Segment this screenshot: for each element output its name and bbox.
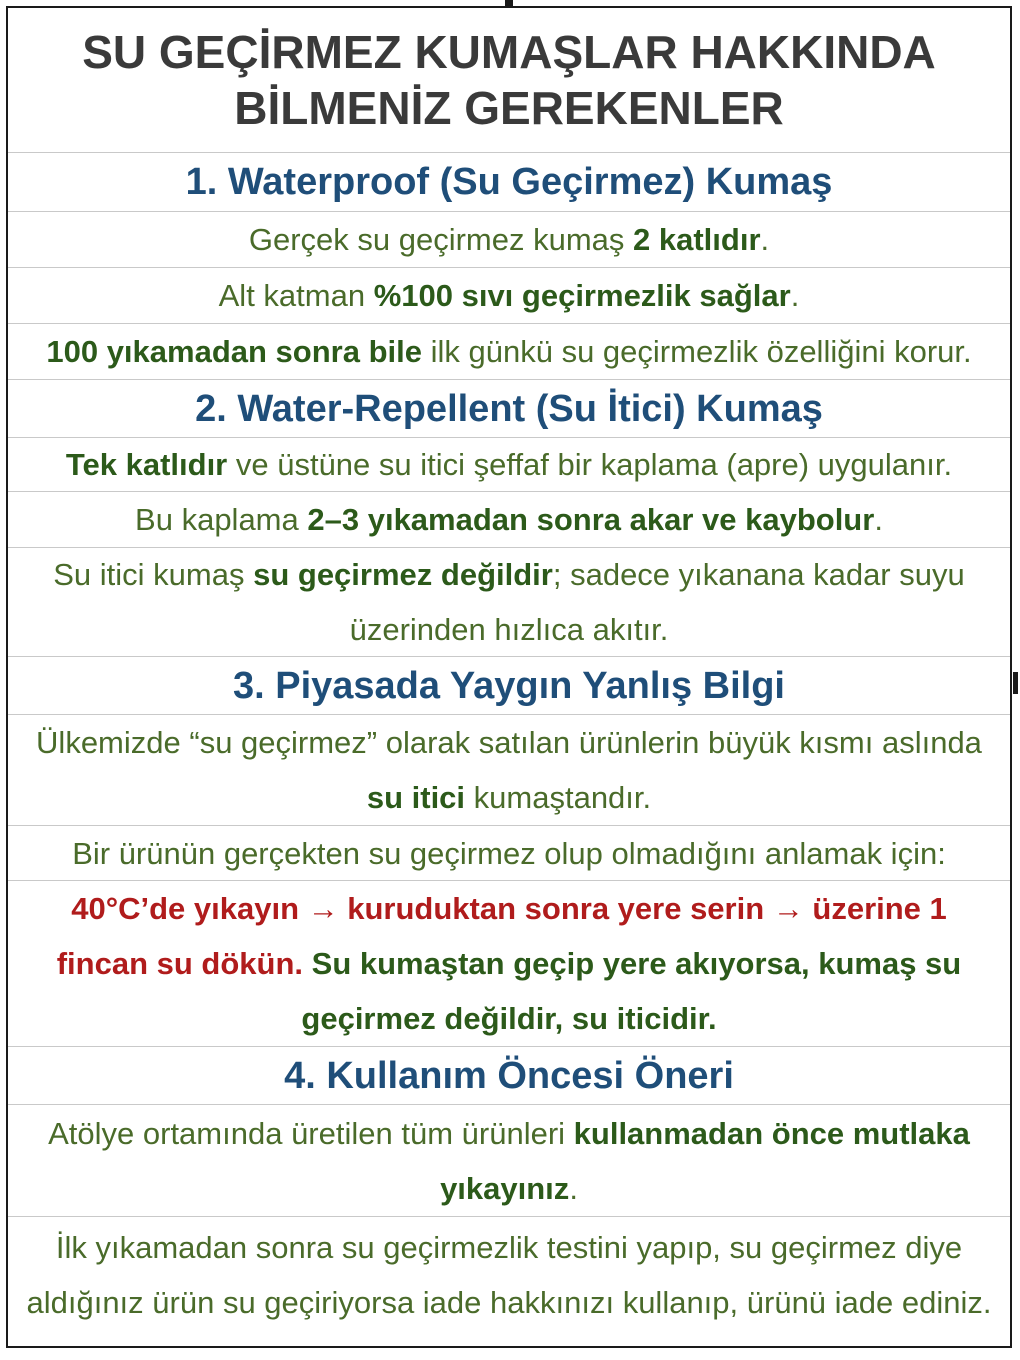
s3-test-line-1: 40°C’de yıkayın → kuruduktan sonra yere serin → üzerine 1 bbox=[71, 891, 947, 926]
s3-test-steps bbox=[8, 881, 1010, 1047]
s3-l1-bold: su itici bbox=[366, 780, 466, 815]
s3-l1-end: kumaştandır. bbox=[465, 780, 652, 815]
info-table bbox=[6, 6, 1012, 1348]
s4-l1-text: Atölye ortamında üretilen tüm ürünleri bbox=[48, 1115, 574, 1151]
s3-test-line-3: geçirmez değildir, su iticidir. bbox=[301, 1001, 717, 1036]
s3-test-line-2-green: Su kumaştan geçip yere akıyorsa, kumaş su bbox=[303, 946, 962, 981]
s2-line-3 bbox=[8, 548, 1010, 657]
s2-line-2 bbox=[8, 492, 1010, 548]
s1-l3-text: ilk günkü su geçirmezlik özelliğini korur. bbox=[422, 334, 972, 369]
s2-l3-text: Su itici kumaş bbox=[53, 557, 254, 592]
s1-l3-bold: 100 yıkamadan sonra bile bbox=[46, 334, 422, 369]
s2-l3-bold: su geçirmez değildir bbox=[253, 557, 553, 592]
s1-line-1 bbox=[8, 212, 1010, 268]
section-4-heading: 4. Kullanım Öncesi Öneri bbox=[8, 1047, 1010, 1105]
s4-l1-bold-cont: yıkayınız bbox=[440, 1170, 570, 1206]
s1-l2-bold: %100 sıvı geçirmezlik sağlar bbox=[373, 278, 791, 313]
s2-l2-bold: 2–3 yıkamadan sonra akar ve kaybolur bbox=[307, 502, 875, 537]
s2-l2-end: . bbox=[874, 502, 883, 537]
s4-line-1 bbox=[8, 1105, 1010, 1217]
title-row bbox=[8, 8, 1010, 153]
s1-l2-end: . bbox=[790, 278, 800, 313]
s4-l2-cont: aldığınız ürün su geçiriyorsa iade hakkınızı kullanıp, ürünü iade ediniz. bbox=[26, 1284, 992, 1320]
s1-l1-bold: 2 katlıdır bbox=[633, 222, 761, 257]
s4-l1-end: . bbox=[569, 1170, 578, 1206]
s3-line-1 bbox=[8, 715, 1010, 826]
edge-marker bbox=[1013, 672, 1018, 694]
s2-l3-rest: ; sadece yıkanana kadar suyu bbox=[552, 557, 965, 592]
s3-test-line-2-red: fincan su dökün. bbox=[56, 946, 304, 981]
section-1-heading: 1. Waterproof (Su Geçirmez) Kumaş bbox=[8, 153, 1010, 212]
title-line-2: BİLMENİZ GEREKENLER bbox=[234, 82, 784, 134]
s2-l1-bold: Tek katlıdır bbox=[65, 447, 228, 482]
s4-line-2 bbox=[8, 1217, 1010, 1332]
title-line-1: SU GEÇİRMEZ KUMAŞLAR HAKKINDA bbox=[82, 26, 936, 78]
s2-l3-cont: üzerinden hızlıca akıtır. bbox=[349, 612, 669, 647]
s3-l1-text: Ülkemizde “su geçirmez” olarak satılan ürünlerin büyük kısmı aslında bbox=[36, 725, 982, 760]
s1-line-3 bbox=[8, 324, 1010, 380]
s1-line-2 bbox=[8, 268, 1010, 324]
s4-l2-text: İlk yıkamadan sonra su geçirmezlik testini yapıp, su geçirmez diye bbox=[55, 1229, 963, 1265]
section-2-heading: 2. Water-Repellent (Su İtici) Kumaş bbox=[8, 380, 1010, 438]
s4-l1-bold: kullanmadan önce mutlaka bbox=[573, 1115, 970, 1151]
s1-l1-text: Gerçek su geçirmez kumaş bbox=[248, 222, 634, 257]
s3-line-2 bbox=[8, 826, 1010, 881]
section-3-heading: 3. Piyasada Yaygın Yanlış Bilgi bbox=[8, 657, 1010, 715]
s2-l1-text: ve üstüne su itici şeffaf bir kaplama (apre) uygulanır. bbox=[227, 447, 953, 482]
s1-l2-text: Alt katman bbox=[218, 278, 374, 313]
s2-l2-text: Bu kaplama bbox=[135, 502, 308, 537]
s1-l1-end: . bbox=[760, 222, 770, 257]
s2-line-1 bbox=[8, 438, 1010, 492]
s3-l2-text: Bir ürünün gerçekten su geçirmez olup olmadığını anlamak için: bbox=[72, 835, 946, 871]
